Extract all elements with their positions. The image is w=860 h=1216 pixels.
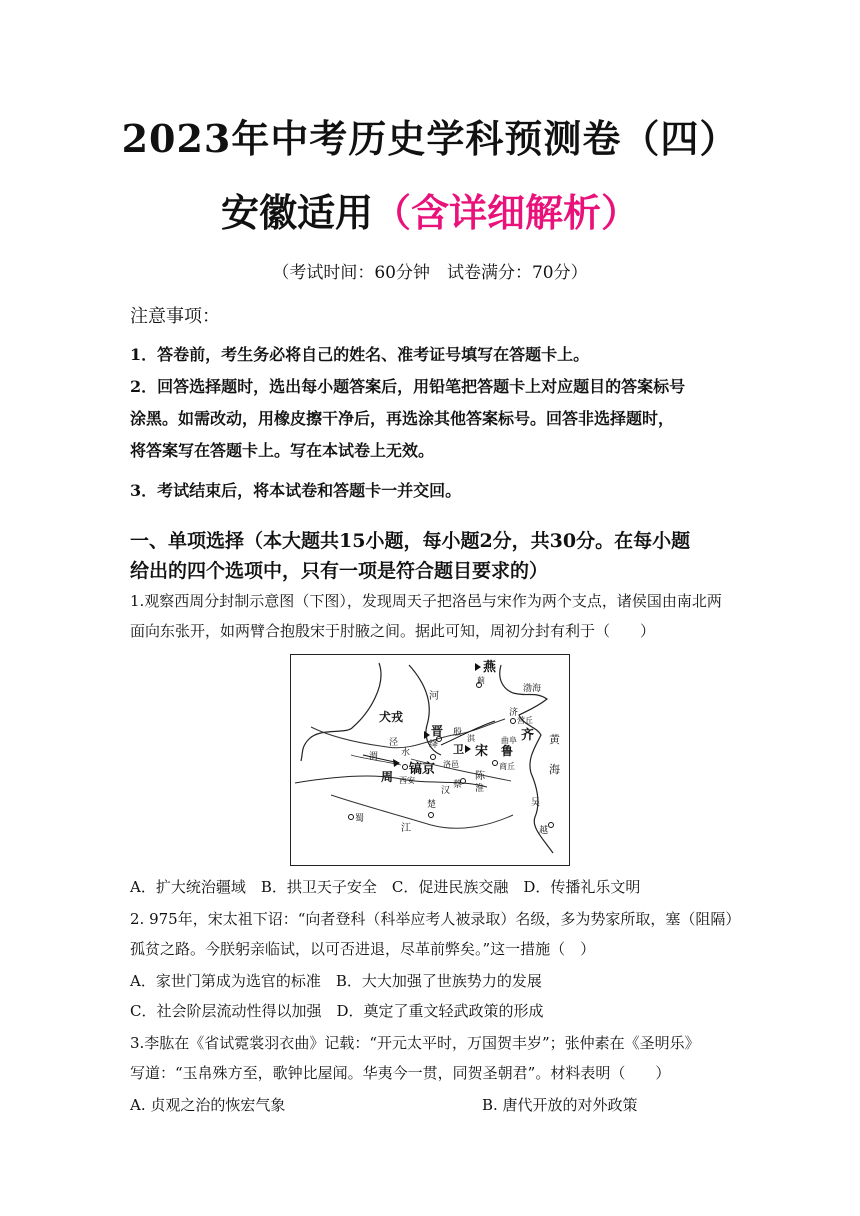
map-label-xian: 西安: [399, 776, 415, 785]
q2-options-cd: C．社会阶层流动性得以加强 D．奠定了重文轻武政策的形成: [130, 1002, 544, 1020]
map-label-shu: 蜀: [355, 814, 365, 824]
map-label-shangqiu: 商丘: [499, 762, 515, 771]
q3-option-b: B. 唐代开放的对外政策: [482, 1096, 638, 1114]
map-label-wu: 吴: [531, 798, 541, 808]
map-label-quanrong: 犬戎: [379, 710, 404, 724]
western-zhou-map: [290, 654, 570, 866]
note-item-1: 1．答卷前，考生务必将自己的姓名、准考证号填写在答题卡上。: [130, 345, 590, 364]
q1-stem-line2: 面向东张开，如两臂合抱殷宋于肘腋之间。据此可知，周初分封有利于（ ）: [130, 622, 656, 640]
subtitle-accent: （含详细解析）: [373, 190, 640, 235]
map-label-bohai: 渤海: [523, 684, 542, 694]
q3-option-a: A. 贞观之治的恢宏气象: [130, 1096, 286, 1114]
section-heading-line2: 给出的四个选项中，只有一项是符合题目要求的）: [130, 560, 549, 582]
map-label-weishui: 渭: [369, 752, 379, 762]
exam-title: 2023年中考历史学科预测卷（四）: [121, 116, 739, 161]
q1-stem-line1: 1.观察西周分封制示意图（下图），发现周天子把洛邑与宋作为两个支点，诸侯国由南北两: [130, 592, 722, 610]
map-label-wei: 卫: [453, 743, 464, 756]
map-label-jingshui: 泾: [389, 738, 399, 748]
map-label-he: 河: [429, 691, 439, 702]
subtitle-main: 安徽适用: [220, 190, 373, 235]
note-item-3: 3．考试结束后，将本试卷和答题卡一并交回。: [130, 481, 462, 500]
note-item-2-cont: 涂黑。如需改动，用橡皮擦干净后，再选涂其他答案标号。回答非选择题时，: [130, 409, 675, 428]
section-heading-line1: 一、单项选择（本大题共15小题，每小题2分，共30分。在每小题: [130, 530, 691, 552]
map-label-chen: 陈: [475, 771, 485, 782]
notes-heading: 注意事项：: [130, 306, 220, 327]
map-label-song: 宋: [475, 744, 489, 759]
map-label-zhou: 周: [381, 770, 394, 784]
q3-stem-line1: 3.李肱在《省试霓裳羽衣曲》记载：“开元太平时，万国贺丰岁”；张仲素在《圣明乐》: [130, 1034, 700, 1052]
map-label-lu: 鲁: [501, 744, 514, 758]
map-label-qi: 齐: [521, 728, 535, 743]
map-label-qi2: 淇: [467, 734, 475, 743]
map-label-haojing: 镐京: [409, 762, 436, 777]
map-label-jiang-jin: 绛: [429, 740, 439, 750]
map-label-ji: 蓟: [477, 676, 485, 685]
exam-subtitle: [0, 182, 860, 237]
map-label-cai: 蔡: [453, 780, 463, 790]
q2-stem-line2: 孤贫之路。今朕躬亲临试，以可否进退，尽革前弊矣。”这一措施（ ）: [130, 940, 596, 958]
map-label-ji2: 济: [509, 708, 519, 718]
map-label-shui: 水: [401, 748, 411, 758]
map-label-yan: 燕: [483, 660, 497, 675]
map-label-jiang: 江: [401, 823, 411, 834]
exam-info: （考试时间：60分钟 试卷满分：70分）: [272, 263, 588, 283]
q3-stem-line2: 写道：“玉帛殊方至，歌钟比屋闻。华夷今一贯，同贺圣朝君”。材料表明（ ）: [130, 1064, 671, 1082]
map-label-luoyi: 洛邑: [443, 760, 459, 769]
q2-stem-line1: 2. 975年，宋太祖下诏：“向者登科（科举应考人被录取）名级，多为势家所取，塞（阻隔）: [130, 910, 741, 928]
q1-options: A．扩大统治疆域 B．拱卫天子安全 C．促进民族交融 D．传播礼乐文明: [130, 878, 641, 896]
map-label-jin: 晋: [431, 724, 444, 738]
map-label-han: 汉: [441, 786, 451, 796]
map-label-huai: 淮: [475, 784, 485, 794]
q2-options-ab: A．家世门第成为选官的标准 B．大大加强了世族势力的发展: [130, 972, 542, 990]
map-label-yue: 越: [539, 826, 549, 836]
map-label-huang: 黄: [549, 733, 560, 746]
map-label-qufu: 曲阜: [501, 736, 517, 745]
map-label-yin: 殷: [453, 728, 463, 738]
map-label-yingqiu: 营丘: [517, 716, 533, 725]
note-item-2-cont2: 将答案写在答题卡上。写在本试卷上无效。: [130, 441, 435, 460]
map-label-hai: 海: [549, 763, 560, 776]
note-item-2: 2．回答选择题时，选出每小题答案后，用铅笔把答题卡上对应题目的答案标号: [130, 377, 686, 396]
map-label-chu: 楚: [427, 800, 437, 810]
